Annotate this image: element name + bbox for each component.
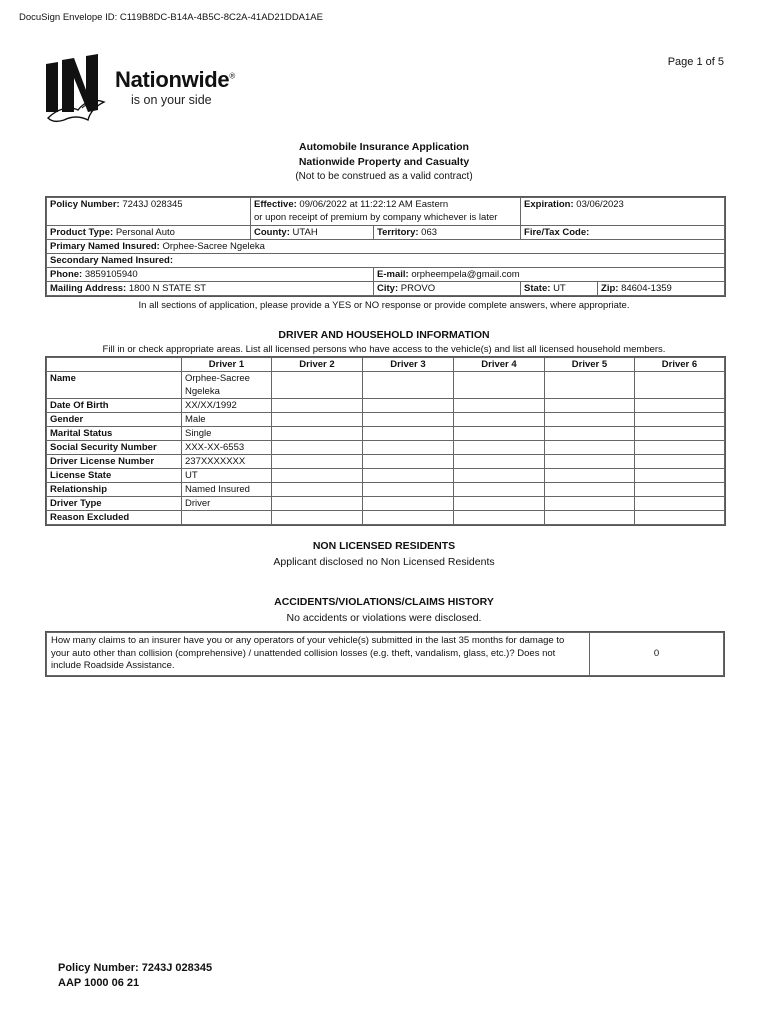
mailing-address-cell: Mailing Address: 1800 N STATE ST — [47, 282, 374, 296]
driver-table — [46, 357, 725, 525]
policy-number-cell: Policy Number: 7243J 028345 — [47, 198, 251, 226]
empty-cell — [635, 427, 725, 441]
empty-cell — [545, 372, 635, 399]
empty-cell — [363, 497, 454, 511]
empty-cell — [454, 399, 545, 413]
row-label: Driver License Number — [47, 455, 182, 469]
table-row — [47, 268, 725, 282]
empty-cell — [272, 399, 363, 413]
empty-cell — [272, 427, 363, 441]
table-row — [47, 282, 725, 296]
fire-tax-cell: Fire/Tax Code: — [521, 226, 725, 240]
table-row — [47, 427, 725, 441]
empty-cell — [363, 511, 454, 525]
driver-1-cell: Male — [182, 413, 272, 427]
claims-answer: 0 — [590, 633, 724, 676]
empty-cell — [635, 413, 725, 427]
empty-cell — [454, 413, 545, 427]
table-row — [47, 198, 725, 226]
empty-cell — [454, 372, 545, 399]
empty-cell — [363, 483, 454, 497]
row-label: Driver Type — [47, 497, 182, 511]
empty-cell — [363, 372, 454, 399]
claims-question: How many claims to an insurer have you or any operators of your vehicle(s) submitted in the last 35 months for damage to your auto other than collision (comprehensive) / unattended collision losses (e.g. theft, vandalism, glass, etc.)? Does not include Roadside Assistance. — [47, 633, 590, 676]
expiration-cell: Expiration: 03/06/2023 — [521, 198, 725, 226]
driver-section-subheading: Fill in or check appropriate areas. List all licensed persons who have access to the vehicle(s) and list all licensed household members. — [102, 344, 666, 355]
row-label: Gender — [47, 413, 182, 427]
driver-1-cell: UT — [182, 469, 272, 483]
empty-cell — [272, 413, 363, 427]
column-header: Driver 3 — [363, 358, 454, 372]
empty-cell — [363, 399, 454, 413]
empty-cell — [635, 483, 725, 497]
envelope-id: DocuSign Envelope ID: C119B8DC-B14A-4B5C-8C2A-41AD21DDA1AE — [19, 12, 323, 23]
driver-1-cell: Orphee-Sacree Ngeleka — [182, 372, 272, 399]
empty-cell — [545, 455, 635, 469]
empty-cell — [272, 441, 363, 455]
product-type-cell: Product Type: Personal Auto — [47, 226, 251, 240]
secondary-insured-cell: Secondary Named Insured: — [47, 254, 725, 268]
driver-1-cell: Named Insured — [182, 483, 272, 497]
empty-cell — [635, 511, 725, 525]
document-title: Automobile Insurance Application — [299, 141, 469, 153]
footer-policy-number: Policy Number: 7243J 028345 — [58, 962, 213, 974]
table-row — [47, 240, 725, 254]
claims-table — [46, 632, 724, 676]
nationwide-logo — [44, 50, 244, 126]
driver-section-heading: DRIVER AND HOUSEHOLD INFORMATION — [278, 329, 490, 341]
non-licensed-text: Applicant disclosed no Non Licensed Residents — [273, 556, 495, 568]
table-row — [47, 469, 725, 483]
document-disclaimer: (Not to be construed as a valid contract) — [295, 171, 473, 182]
phone-cell: Phone: 3859105940 — [47, 268, 374, 282]
logo-wordmark — [115, 67, 235, 93]
column-header: Driver 4 — [454, 358, 545, 372]
empty-cell — [454, 511, 545, 525]
driver-1-cell: Single — [182, 427, 272, 441]
table-row — [47, 455, 725, 469]
empty-cell — [363, 469, 454, 483]
row-label: License State — [47, 469, 182, 483]
table-row — [47, 497, 725, 511]
effective-cell: Effective: 09/06/2022 at 11:22:12 AM Eastern or upon receipt of premium by company whichever is later — [251, 198, 521, 226]
empty-cell — [454, 427, 545, 441]
empty-cell — [272, 497, 363, 511]
state-cell: State: UT — [521, 282, 598, 296]
city-cell: City: PROVO — [374, 282, 521, 296]
logo-word: Nationwide — [115, 67, 230, 92]
document-company: Nationwide Property and Casualty — [298, 156, 470, 168]
empty-cell — [545, 413, 635, 427]
row-label: Name — [47, 372, 182, 399]
row-label: Social Security Number — [47, 441, 182, 455]
column-header: Driver 2 — [272, 358, 363, 372]
accidents-text: No accidents or violations were disclosed. — [286, 612, 482, 624]
non-licensed-heading: NON LICENSED RESIDENTS — [312, 540, 456, 552]
table-row — [47, 483, 725, 497]
policy-info-table — [46, 197, 725, 296]
row-label: Marital Status — [47, 427, 182, 441]
row-label: Reason Excluded — [47, 511, 182, 525]
accidents-heading: ACCIDENTS/VIOLATIONS/CLAIMS HISTORY — [274, 596, 494, 608]
column-header: Driver 5 — [545, 358, 635, 372]
column-header: Driver 6 — [635, 358, 725, 372]
empty-cell — [545, 399, 635, 413]
county-cell: County: UTAH — [251, 226, 374, 240]
logo-tagline: is on your side — [131, 93, 212, 107]
empty-cell — [635, 455, 725, 469]
table-row — [47, 441, 725, 455]
empty-cell — [454, 455, 545, 469]
empty-cell — [545, 427, 635, 441]
empty-cell — [272, 455, 363, 469]
table-header-row — [47, 358, 725, 372]
empty-cell — [454, 469, 545, 483]
blank-header-cell — [47, 358, 182, 372]
empty-cell — [363, 455, 454, 469]
table-row — [47, 372, 725, 399]
empty-cell — [545, 511, 635, 525]
empty-cell — [272, 483, 363, 497]
email-cell: E-mail: orpheempela@gmail.com — [374, 268, 725, 282]
empty-cell — [363, 413, 454, 427]
primary-insured-cell: Primary Named Insured: Orphee-Sacree Ngeleka — [47, 240, 725, 254]
territory-cell: Territory: 063 — [374, 226, 521, 240]
empty-cell — [363, 441, 454, 455]
instructions-text: In all sections of application, please provide a YES or NO response or provide complete answers, where appropriate. — [138, 300, 630, 311]
empty-cell — [454, 497, 545, 511]
empty-cell — [454, 483, 545, 497]
empty-cell — [272, 511, 363, 525]
column-header: Driver 1 — [182, 358, 272, 372]
table-row — [47, 413, 725, 427]
table-row — [47, 226, 725, 240]
table-row — [47, 511, 725, 525]
empty-cell — [545, 497, 635, 511]
driver-1-cell: Driver — [182, 497, 272, 511]
empty-cell — [635, 497, 725, 511]
table-row — [47, 633, 724, 676]
eagle-logo-icon — [44, 50, 114, 126]
table-row — [47, 254, 725, 268]
table-row — [47, 399, 725, 413]
page-number: Page 1 of 5 — [667, 56, 724, 68]
empty-cell — [272, 372, 363, 399]
driver-1-cell: 237XXXXXXX — [182, 455, 272, 469]
driver-1-cell: XX/XX/1992 — [182, 399, 272, 413]
row-label: Date Of Birth — [47, 399, 182, 413]
empty-cell — [635, 469, 725, 483]
logo-registered: ® — [229, 71, 235, 81]
empty-cell — [635, 372, 725, 399]
driver-1-cell: XXX-XX-6553 — [182, 441, 272, 455]
row-label: Relationship — [47, 483, 182, 497]
empty-cell — [272, 469, 363, 483]
empty-cell — [545, 469, 635, 483]
empty-cell — [454, 441, 545, 455]
empty-cell — [363, 427, 454, 441]
driver-1-cell — [182, 511, 272, 525]
zip-cell: Zip: 84604-1359 — [598, 282, 725, 296]
empty-cell — [635, 399, 725, 413]
empty-cell — [545, 483, 635, 497]
empty-cell — [635, 441, 725, 455]
footer-form-number: AAP 1000 06 21 — [58, 977, 140, 989]
empty-cell — [545, 441, 635, 455]
